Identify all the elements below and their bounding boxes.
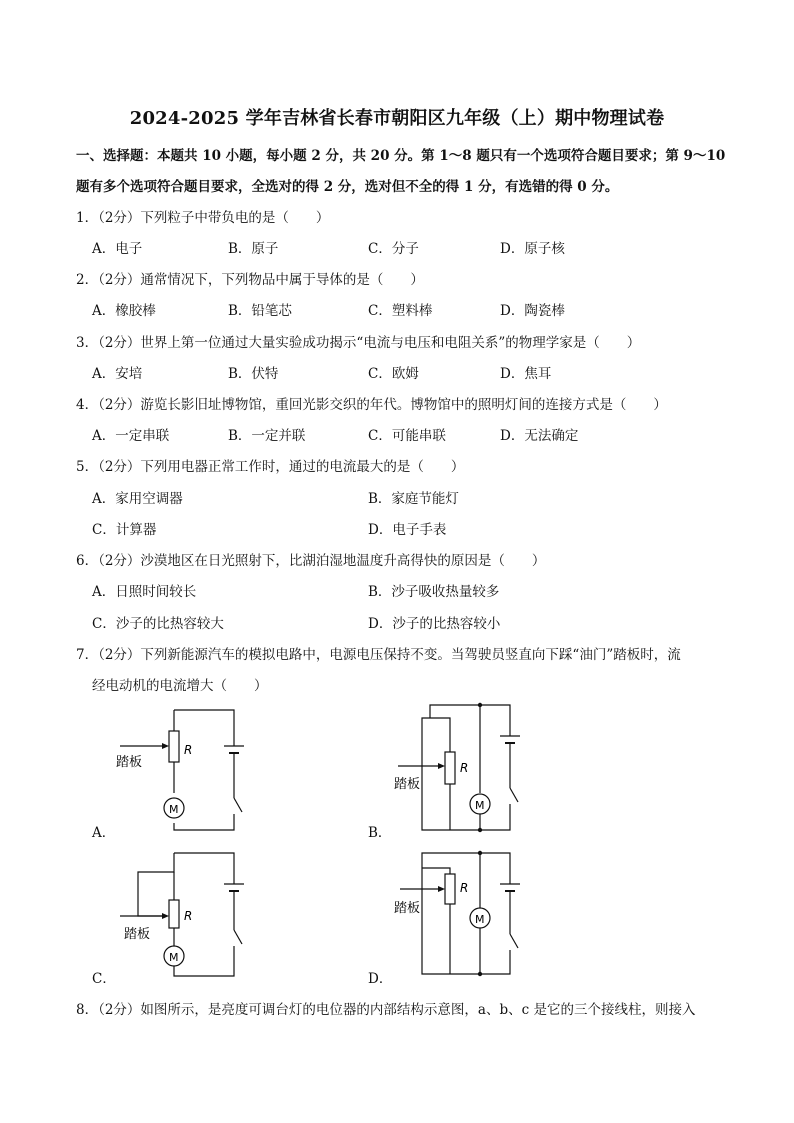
question-5-stem: 5．（2分）下列用电器正常工作时，通过的电流最大的是（ ） [76,459,465,475]
question-5-option-c: C．计算器 [92,522,157,538]
circuit-diagram-d [388,848,528,983]
question-4-option-d: D．无法确定 [500,428,579,444]
question-7-option-a: A． [92,825,116,841]
motor-label: M [169,951,179,964]
question-3-option-d: D．焦耳 [500,366,552,382]
question-6-option-b: B．沙子吸收热量较多 [368,584,500,600]
circuit-diagram-a [110,700,250,835]
pedal-arrow-icon [438,763,445,769]
pedal-arrow-icon [162,913,169,919]
motor-label: M [475,913,485,926]
question-1-option-b: B．原子 [228,241,279,257]
pedal-arrow-icon [162,743,169,749]
question-4-option-c: C．可能串联 [368,428,446,444]
question-2-option-a: A．橡胶棒 [92,303,156,319]
question-5-option-b: B．家庭节能灯 [368,491,459,507]
question-8-stem: 8．（2分）如图所示，是亮度可调台灯的电位器的内部结构示意图，a、b、c 是它的三个接线柱，则接入 [76,1002,696,1018]
resistor-label: R [184,743,193,757]
question-6-stem: 6．（2分）沙漠地区在日光照射下，比湖泊湿地温度升高得快的原因是（ ） [76,553,546,569]
question-4-option-a: A．一定串联 [92,428,170,444]
question-3-option-b: B．伏特 [228,366,279,382]
question-7-option-d: D． [368,971,393,987]
question-1-option-d: D．原子核 [500,241,565,257]
question-1-option-c: C．分子 [368,241,419,257]
resistor-label: R [460,881,469,895]
question-1-option-a: A．电子 [92,241,143,257]
question-5-option-a: A．家用空调器 [92,491,183,507]
junction-dot [478,828,482,832]
question-6-option-a: A．日照时间较长 [92,584,197,600]
junction-dot [478,851,482,855]
circuit-diagram-b [388,700,528,840]
question-2-option-b: B．铅笔芯 [228,303,292,319]
pedal-label: 踏板 [394,901,421,916]
circuit-diagram-c [110,848,250,983]
junction-dot [478,703,482,707]
question-2-option-d: D．陶瓷棒 [500,303,565,319]
motor-label: M [475,799,485,812]
pedal-arrow-icon [438,886,445,892]
question-4-option-b: B．一定并联 [228,428,306,444]
question-5-option-d: D．电子手表 [368,522,447,538]
motor-label: M [169,803,179,816]
pedal-label: 踏板 [116,755,143,770]
section-instructions-line1: 一、选择题：本题共 10 小题，每小题 2 分，共 20 分。第 1～8 题只有一个选项符合题目要求；第 9～10 [76,148,726,164]
question-3-stem: 3．（2分）世界上第一位通过大量实验成功揭示“电流与电压和电阻关系”的物理学家是（ ） [76,335,641,351]
pedal-label: 踏板 [124,927,151,942]
junction-dot [478,972,482,976]
question-7-option-b: B． [368,825,392,841]
resistor-label: R [184,909,193,923]
question-7-stem-line2: 经电动机的电流增大（ ） [92,678,268,694]
question-2-stem: 2．（2分）通常情况下，下列物品中属于导体的是（ ） [76,272,424,288]
question-7-stem: 7．（2分）下列新能源汽车的模拟电路中，电源电压保持不变。当驾驶员竖直向下踩“油门”踏板时，流 [76,647,681,663]
question-6-option-d: D．沙子的比热容较小 [368,616,501,632]
question-3-option-a: A．安培 [92,366,143,382]
question-7-option-c: C． [92,971,116,987]
question-1-stem: 1．（2分）下列粒子中带负电的是（ ） [76,210,330,226]
page-title: 2024-2025 学年吉林省长春市朝阳区九年级（上）期中物理试卷 [129,108,665,129]
resistor-label: R [460,761,469,775]
question-6-option-c: C．沙子的比热容较大 [92,616,224,632]
question-2-option-c: C．塑料棒 [368,303,433,319]
question-4-stem: 4．（2分）游览长影旧址博物馆，重回光影交织的年代。博物馆中的照明灯间的连接方式是（ ） [76,397,667,413]
question-3-option-c: C．欧姆 [368,366,419,382]
pedal-label: 踏板 [394,777,421,792]
section-instructions-line2: 题有多个选项符合题目要求，全选对的得 2 分，选对但不全的得 1 分，有选错的得 0 分。 [76,179,619,195]
